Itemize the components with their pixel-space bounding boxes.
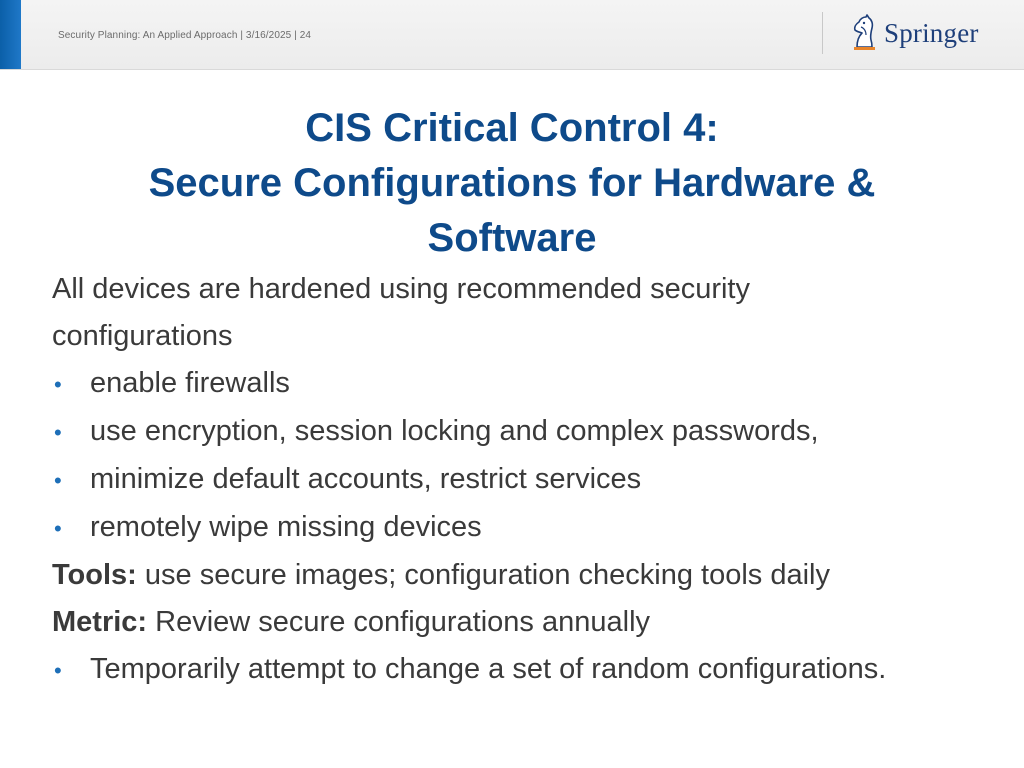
metric-label: Metric: — [52, 606, 148, 638]
metric-text: Review secure configurations annually — [147, 606, 651, 638]
title-line-2: Secure Configurations for Hardware & — [148, 161, 876, 205]
slide-title — [40, 101, 984, 266]
bullet-item — [52, 360, 992, 408]
bullet-icon: • — [54, 420, 62, 445]
bullet-text: use encryption, session locking and complex passwords, — [90, 415, 819, 447]
bullet-icon: • — [54, 468, 62, 493]
bullet-item — [52, 456, 992, 504]
title-line-3: Software — [427, 216, 597, 260]
tools-text: use secure images; configuration checking tools daily — [136, 559, 830, 591]
bullet-icon: • — [54, 372, 62, 397]
springer-logo — [848, 13, 979, 53]
bullet-item — [52, 408, 992, 456]
slide-body — [52, 266, 992, 694]
bullet-icon: • — [54, 516, 62, 541]
slide-header — [0, 0, 1024, 70]
intro-line-2: configurations — [52, 320, 233, 352]
bullet-item — [52, 646, 992, 694]
title-line-1: CIS Critical Control 4: — [305, 106, 719, 150]
header-divider — [822, 12, 823, 54]
springer-knight-icon — [848, 14, 878, 52]
bullet-text: minimize default accounts, restrict services — [90, 463, 642, 495]
bullet-text: remotely wipe missing devices — [90, 511, 482, 543]
metric-line — [52, 599, 992, 646]
tools-line — [52, 552, 992, 599]
bullet-item — [52, 504, 992, 552]
bullet-text: enable firewalls — [90, 367, 290, 399]
bullet-icon: • — [54, 658, 62, 683]
tools-label: Tools: — [52, 559, 137, 591]
logo-wordmark: Springer — [884, 17, 979, 48]
intro-line-1: All devices are hardened using recommended security — [52, 273, 750, 305]
header-meta-text: Security Planning: An Applied Approach | 3/16/2025 | 24 — [58, 30, 312, 41]
header-accent-bar — [0, 0, 21, 69]
bullet-text: Temporarily attempt to change a set of random configurations. — [90, 653, 887, 685]
